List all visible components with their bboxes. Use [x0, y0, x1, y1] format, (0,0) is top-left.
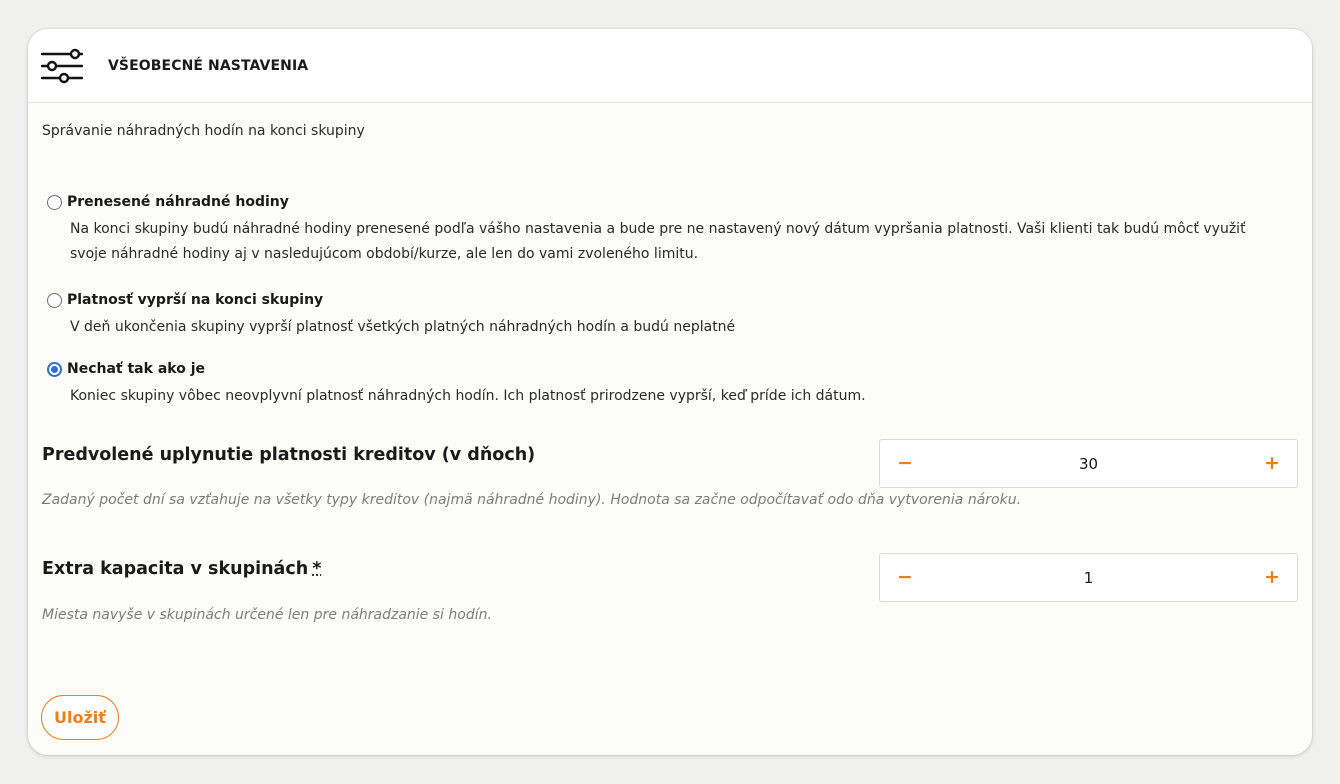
- credit-expiry-input[interactable]: [914, 455, 1263, 473]
- radio-expire-at-end[interactable]: [47, 293, 62, 308]
- makeup-behavior-label: Správanie náhradných hodín na konci skupiny: [42, 123, 365, 139]
- extra-capacity-label: [42, 559, 321, 579]
- credit-expiry-label: Predvolené uplynutie platnosti kreditov (v dňoch): [42, 445, 536, 465]
- extra-capacity-stepper[interactable]: [879, 553, 1298, 602]
- option-description: Koniec skupiny vôbec neovplyvní platnosť náhradných hodín. Ich platnosť prirodzene vyprší, keď príde ich dátum.: [70, 388, 866, 404]
- increment-button[interactable]: +: [1264, 452, 1280, 474]
- sliders-icon: [41, 45, 83, 87]
- extra-capacity-help: Miesta navyše v skupinách určené len pre náhradzanie si hodín.: [42, 607, 492, 623]
- radio-carry-over[interactable]: [47, 195, 62, 210]
- page-title: VŠEOBECNÉ NASTAVENIA: [108, 57, 309, 74]
- decrement-button[interactable]: −: [897, 566, 913, 588]
- option-title[interactable]: Prenesené náhradné hodiny: [67, 194, 289, 210]
- option-carry-over[interactable]: [47, 192, 1287, 267]
- option-leave-as-is[interactable]: [47, 359, 1287, 409]
- credit-expiry-stepper[interactable]: [879, 439, 1298, 488]
- option-expire-at-end[interactable]: [47, 290, 1287, 340]
- extra-capacity-input[interactable]: [914, 569, 1263, 587]
- option-description: Na konci skupiny budú náhradné hodiny prenesené podľa vášho nastavenia a bude pre ne nastavený nový dátum vypršania platnosti. Vaši klienti tak budú môcť využiť svoje náhradné hodiny aj v nasledujúcom období/kurze, ale len do vami zvoleného limitu.: [70, 221, 1246, 262]
- radio-leave-as-is[interactable]: [47, 362, 62, 377]
- required-mark: *: [312, 559, 322, 579]
- increment-button[interactable]: +: [1264, 566, 1280, 588]
- card-header: [28, 29, 1312, 103]
- general-settings-card: [28, 29, 1312, 755]
- option-title[interactable]: Platnosť vyprší na konci skupiny: [67, 292, 324, 308]
- credit-expiry-help: Zadaný počet dní sa vzťahuje na všetky typy kreditov (najmä náhradné hodiny). Hodnota sa začne odpočítavať odo dňa vytvorenia nároku.: [42, 492, 1022, 508]
- decrement-button[interactable]: −: [897, 452, 913, 474]
- option-description: V deň ukončenia skupiny vyprší platnosť všetkých platných náhradných hodín a budú neplatné: [70, 319, 736, 335]
- option-title[interactable]: Nechať tak ako je: [67, 361, 205, 377]
- save-button[interactable]: Uložiť: [41, 695, 119, 740]
- extra-capacity-label-text: Extra kapacita v skupinách: [42, 559, 309, 579]
